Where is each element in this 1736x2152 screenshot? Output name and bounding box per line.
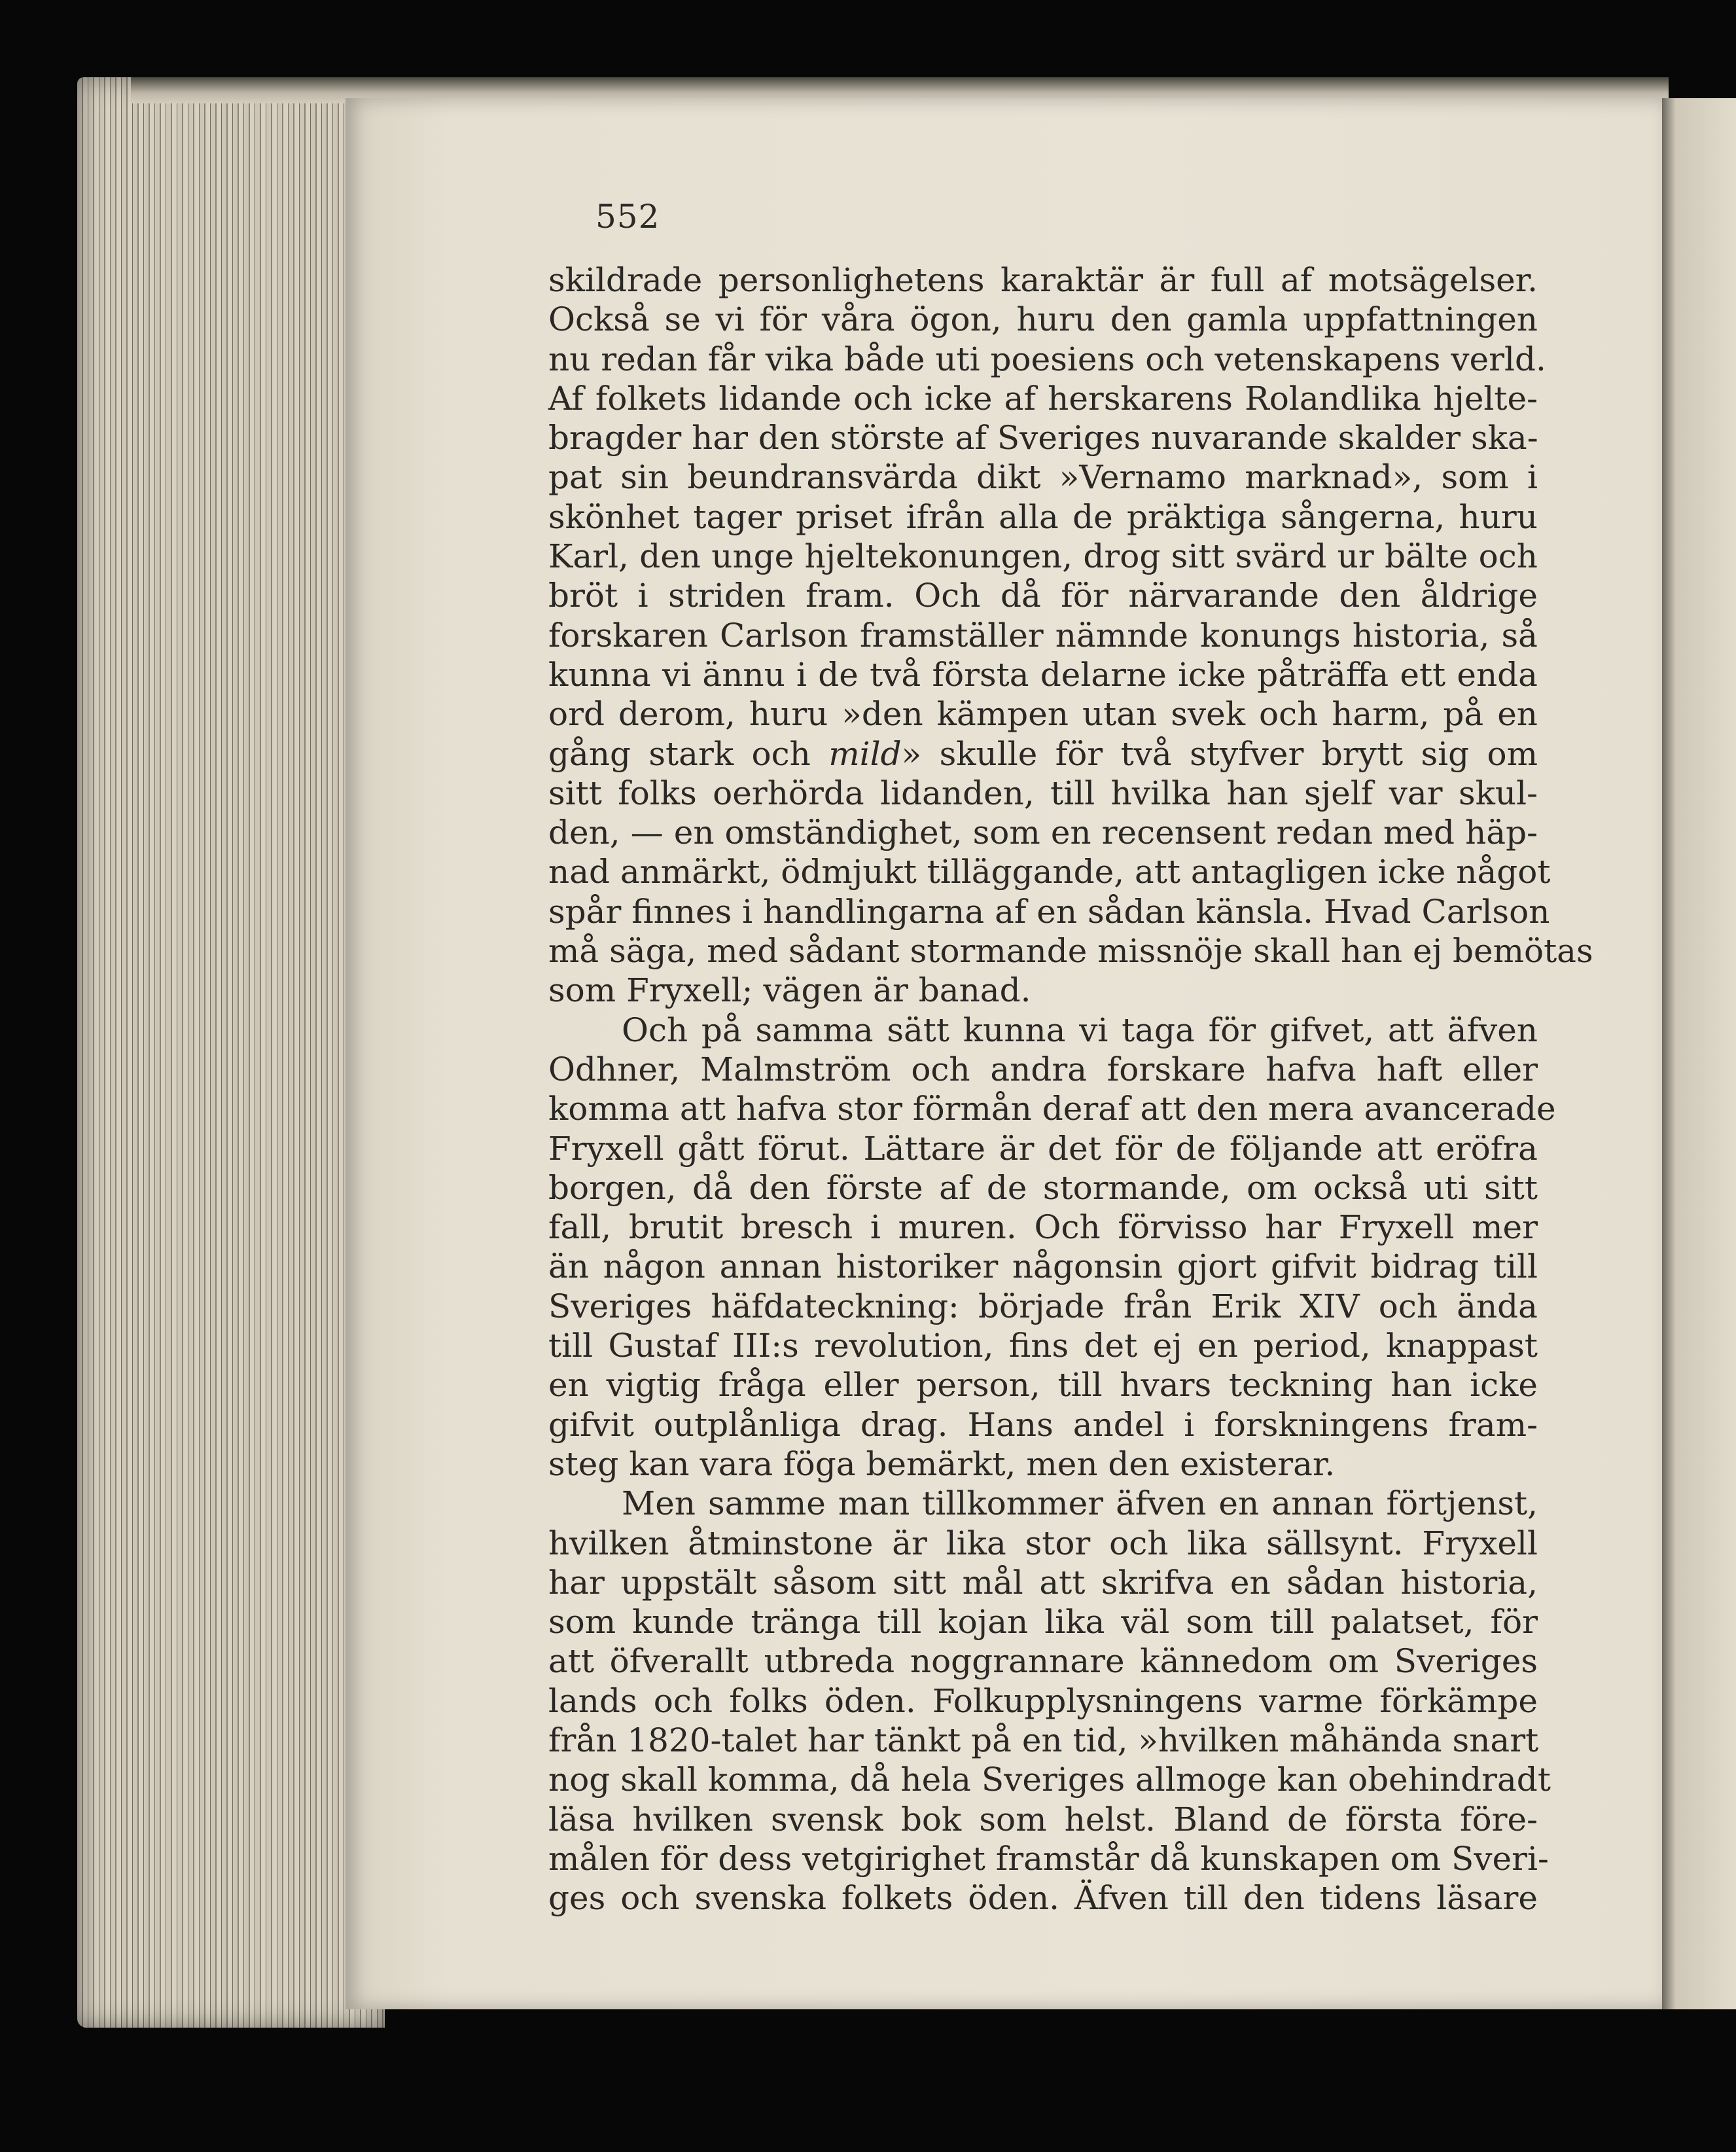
text-line: ges och svenska folkets öden. Äfven till den tidens läsare: [548, 1879, 1538, 1918]
text-line: att öfverallt utbreda noggrannare kännedom om Sveriges: [548, 1642, 1538, 1681]
text-line: nu redan får vika både uti poesiens och vetenskapens verld.: [548, 340, 1546, 378]
text-line: som kunde tränga till kojan lika väl som till palatset, för: [548, 1603, 1538, 1641]
text-line: läsa hvilken svensk bok som helst. Bland de första före-: [548, 1800, 1538, 1838]
text-line: skönhet tager priset ifrån alla de präktiga sångerna, huru: [548, 497, 1538, 536]
text-line: bröt i striden fram. Och då för närvarande den åldrige: [548, 577, 1538, 615]
text-line: Af folkets lidande och icke af herskarens Rolandlika hjelte-: [548, 379, 1538, 418]
text-line: borgen, då den förste af de stormande, om också uti sitt: [548, 1168, 1538, 1207]
text-line: Också se vi för våra ögon, huru den gamla uppfattningen: [548, 300, 1538, 339]
paragraph-first-line: Men samme man tillkommer äfven en annan förtjenst,: [622, 1484, 1538, 1523]
text-line: ord derom, huru »den kämpen utan svek och harm, på en: [548, 695, 1538, 734]
text-line: pat sin beundransvärda dikt »Vernamo marknad», som i: [548, 458, 1538, 497]
text-line: en vigtig fråga eller person, till hvars teckning han icke: [548, 1366, 1538, 1405]
facing-page-edge: [1656, 98, 1736, 2009]
text-line: Karl, den unge hjeltekonungen, drog sitt svärd ur bälte och: [548, 537, 1538, 576]
text-line: målen för dess vetgirighet framstår då kunskapen om Sveri-: [548, 1839, 1549, 1878]
text-line: har uppstält såsom sitt mål att skrifva en sådan historia,: [548, 1563, 1538, 1602]
paragraph-last-line: steg kan vara föga bemärkt, men den existerar.: [548, 1444, 1336, 1483]
text-line: spår finnes i handlingarna af en sådan känsla. Hvad Carlson: [548, 892, 1550, 931]
text-line: sitt folks oerhörda lidanden, till hvilka han sjelf var skul-: [548, 774, 1538, 812]
text-line: Sveriges häfdateckning: började från Erik XIV och ända: [548, 1287, 1538, 1325]
text-line: bragder har den störste af Sveriges nuvarande skalder ska-: [548, 419, 1538, 457]
text-line: komma att hafva stor förmån deraf att den mera avancerade: [548, 1090, 1556, 1128]
text-line: än någon annan historiker någonsin gjort gifvit bidrag till: [548, 1247, 1538, 1286]
italic-word: mild: [828, 734, 902, 773]
line-segment: » skulle för två styfver brytt sig om: [901, 734, 1538, 773]
text-line: nad anmärkt, ödmjukt tilläggande, att antagligen icke något: [548, 853, 1551, 891]
text-line: hvilken åtminstone är lika stor och lika sällsynt. Fryxell: [548, 1524, 1538, 1562]
text-line: fall, brutit bresch i muren. Och förvisso har Fryxell mer: [548, 1208, 1538, 1247]
text-line: Odhner, Malmström och andra forskare hafva haft eller: [548, 1050, 1538, 1088]
text-line-with-italic: [548, 734, 1538, 774]
page-number: 552: [595, 198, 660, 236]
text-line: må säga, med sådant stormande missnöje skall han ej bemötas: [548, 932, 1593, 971]
text-line: forskaren Carlson framställer nämnde konungs historia, så: [548, 616, 1538, 655]
book-page-edges: [77, 77, 385, 2028]
text-line: från 1820-talet har tänkt på en tid, »hvilken måhända snart: [548, 1721, 1539, 1759]
paragraph-first-line: Och på samma sätt kunna vi taga för gifvet, att äfven: [622, 1011, 1538, 1049]
text-line: den, — en omständighet, som en recensent redan med häp-: [548, 814, 1538, 852]
text-line: gifvit outplånliga drag. Hans andel i forskningens fram-: [548, 1405, 1538, 1444]
body-text: [548, 260, 1593, 1918]
text-line: Fryxell gått förut. Lättare är det för de följande att eröfra: [548, 1129, 1538, 1168]
text-line: till Gustaf III:s revolution, fins det ej en period, knappast: [548, 1327, 1538, 1365]
text-line: skildrade personlighetens karaktär är full af motsägelser.: [548, 261, 1538, 299]
line-segment: gång stark och: [548, 734, 829, 773]
text-line: lands och folks öden. Folkupplysningens varme förkämpe: [548, 1681, 1538, 1720]
paragraph-last-line: som Fryxell; vägen är banad.: [548, 971, 1031, 1010]
text-line: kunna vi ännu i de två första delarne icke påträffa ett enda: [548, 655, 1538, 694]
text-line: nog skall komma, då hela Sveriges allmoge kan obehindradt: [548, 1761, 1551, 1799]
